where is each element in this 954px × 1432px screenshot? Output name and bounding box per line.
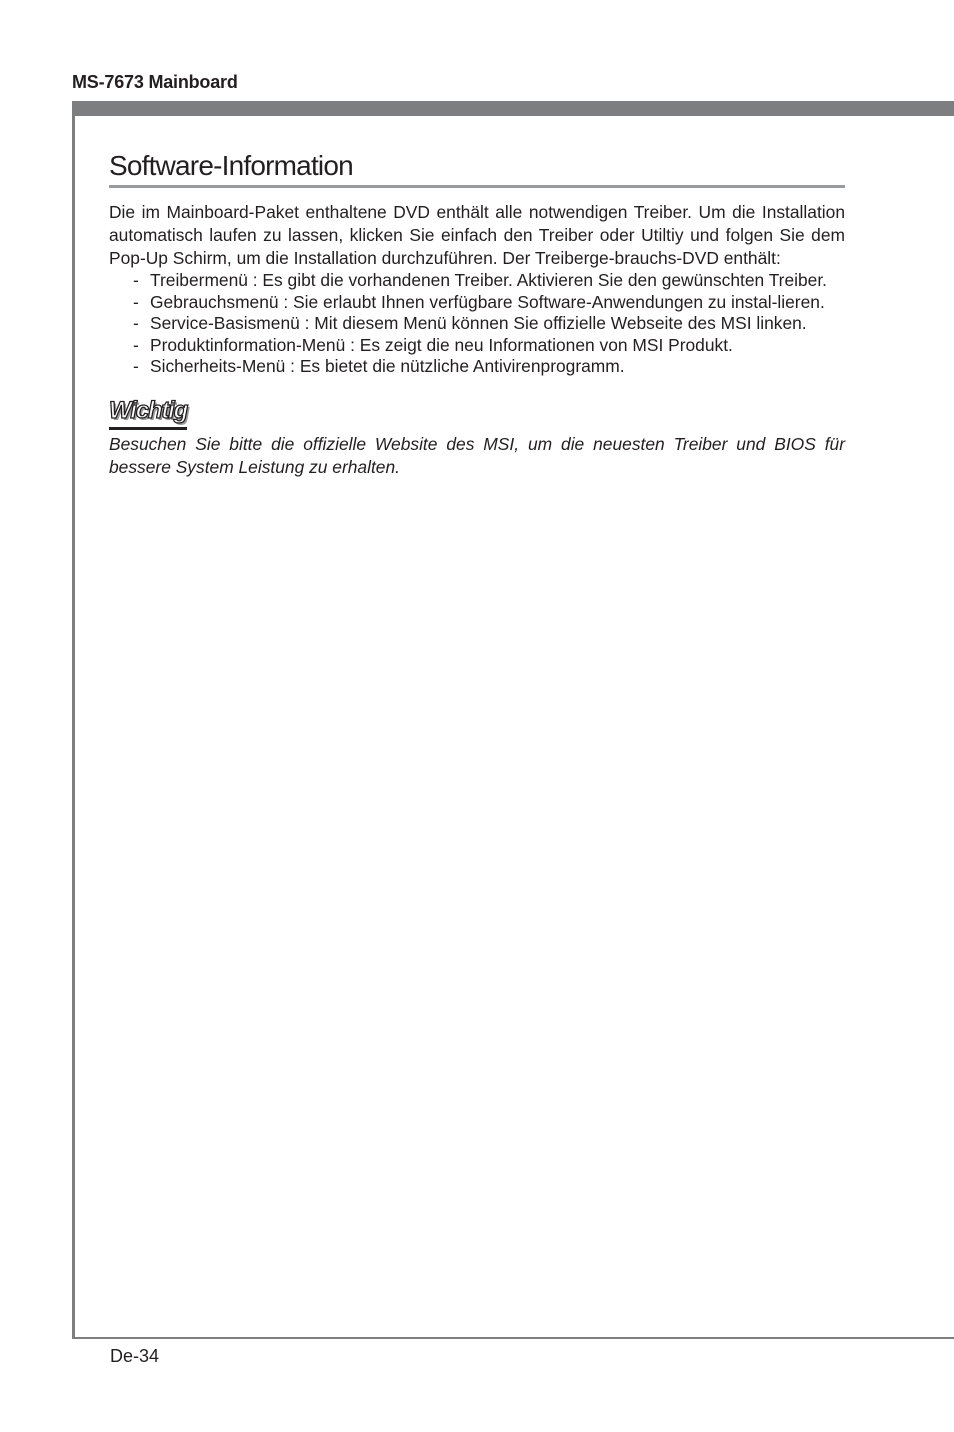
list-item: [109, 292, 845, 314]
running-header: MS-7673 Mainboard: [72, 72, 238, 92]
list-item: [109, 356, 845, 378]
list-item: [109, 335, 845, 357]
section-title: Software-Information: [109, 148, 845, 188]
list-item-text: Gebrauchsmenü : Sie erlaubt Ihnen verfügbare Software-Anwendungen zu instal-lieren.: [150, 291, 825, 312]
header-bar: [72, 101, 954, 116]
list-marker: -: [133, 291, 139, 312]
list-item-text: Produktinformation-Menü : Es zeigt die neu Informationen von MSI Produkt.: [150, 334, 733, 355]
footer-rule: [72, 1337, 954, 1339]
list-item-text: Sicherheits-Menü : Es bietet die nützliche Antivirenprogramm.: [150, 356, 625, 376]
list-item: [109, 313, 845, 335]
list-marker: -: [133, 313, 139, 333]
list-item: [109, 270, 845, 292]
dvd-menu-list: [109, 270, 845, 378]
page-content: [109, 148, 845, 479]
note-heading: Wichtig: [109, 397, 187, 430]
page-number: De-34: [110, 1346, 160, 1366]
list-marker: -: [133, 356, 139, 376]
list-item-text: Treibermenü : Es gibt die vorhandenen Treiber. Aktivieren Sie den gewünschten Treiber.: [150, 270, 828, 290]
intro-paragraph: Die im Mainboard-Paket enthaltene DVD enthält alle notwendigen Treiber. Um die Installation automatisch laufen zu lassen, klicken Sie einfach den Treiber oder Utiltiy und folgen Sie dem Pop-Up Schirm, um die Installation durchzuführen. Der Treiberge-brauchs-DVD enthält:: [109, 202, 845, 268]
important-note: [109, 397, 845, 479]
list-item-text: Service-Basismenü : Mit diesem Menü können Sie offizielle Webseite des MSI linken.: [150, 313, 807, 333]
list-marker: -: [133, 270, 139, 290]
list-marker: -: [133, 334, 139, 355]
left-margin-rule: [72, 101, 75, 1339]
note-text: Besuchen Sie bitte die offizielle Website des MSI, um die neuesten Treiber und BIOS für bessere System Leistung zu erhalten.: [109, 433, 845, 477]
